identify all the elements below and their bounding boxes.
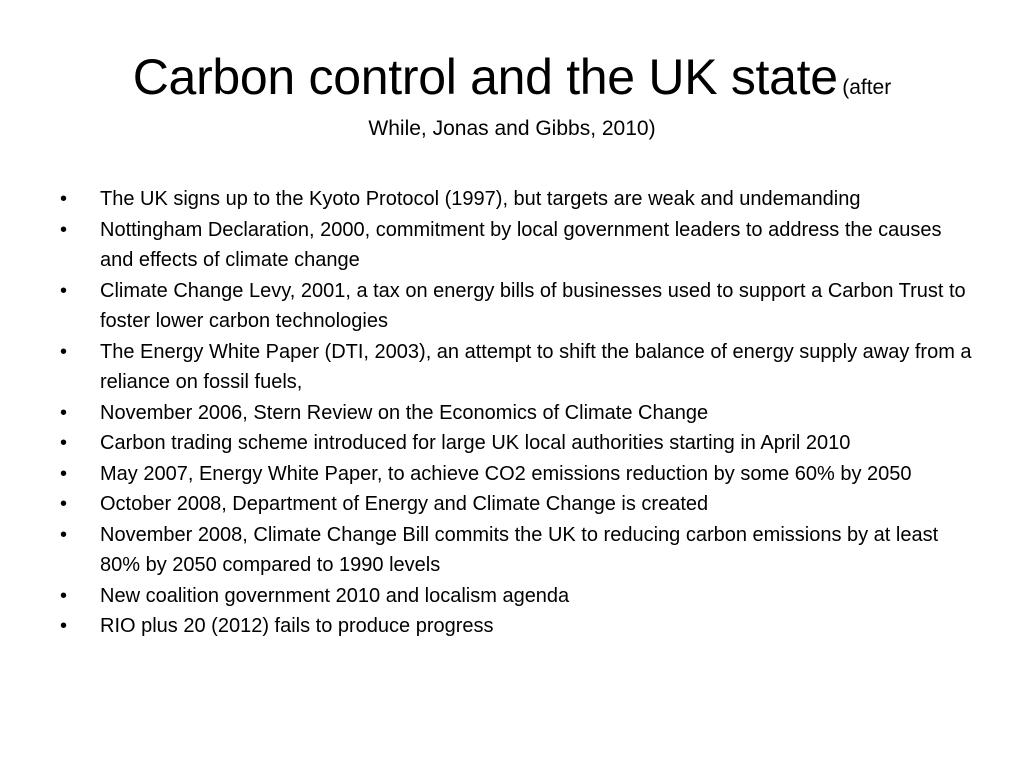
bullet-item bbox=[56, 398, 976, 429]
bullet-text: Climate Change Levy, 2001, a tax on energy bills of businesses used to support a Carbon Trust to foster lower carbon technologies bbox=[100, 279, 966, 332]
bullet-marker: • bbox=[60, 584, 68, 607]
bullet-marker: • bbox=[60, 432, 68, 454]
bullet-item bbox=[56, 428, 976, 459]
bullet-item bbox=[56, 611, 976, 642]
bullet-text: Nottingham Declaration, 2000, commitment by local government leaders to address the causes and effects of climate change bbox=[100, 218, 942, 271]
bullet-item bbox=[56, 276, 976, 337]
bullet-text: November 2008, Climate Change Bill commits the UK to reducing carbon emissions by at least 80% by 2050 compared to 1990 levels bbox=[100, 523, 939, 576]
bullet-item bbox=[56, 581, 976, 612]
bullet-list bbox=[56, 184, 976, 642]
bullet-item bbox=[56, 337, 976, 398]
bullet-text: Carbon trading scheme introduced for large UK local authorities starting in April 2010 bbox=[100, 432, 851, 454]
bullet-marker: • bbox=[60, 401, 68, 424]
bullet-marker: • bbox=[60, 218, 68, 241]
bullet-text: November 2006, Stern Review on the Economics of Climate Change bbox=[100, 401, 709, 424]
bullet-marker: • bbox=[60, 523, 68, 546]
bullet-item bbox=[56, 184, 976, 215]
bullet-item bbox=[56, 459, 976, 490]
bullet-marker: • bbox=[60, 279, 68, 302]
slide-title bbox=[40, 44, 984, 144]
bullet-item bbox=[56, 520, 976, 581]
bullet-text: The Energy White Paper (DTI, 2003), an attempt to shift the balance of energy supply away from a reliance on fossil fuels, bbox=[100, 340, 972, 393]
bullet-text: RIO plus 20 (2012) fails to produce progress bbox=[100, 615, 494, 637]
bullet-marker: • bbox=[60, 340, 68, 363]
bullet-text: New coalition government 2010 and localism agenda bbox=[100, 584, 570, 607]
bullet-text: May 2007, Energy White Paper, to achieve CO2 emissions reduction by some 60% by 2050 bbox=[100, 462, 912, 485]
bullet-item bbox=[56, 215, 976, 276]
bullet-marker: • bbox=[60, 615, 68, 637]
bullet-text: The UK signs up to the Kyoto Protocol (1997), but targets are weak and undemanding bbox=[100, 188, 861, 210]
bullet-item bbox=[56, 489, 976, 520]
title-citation-end: While, Jonas and Gibbs, 2010) bbox=[368, 117, 656, 140]
bullet-marker: • bbox=[60, 493, 68, 515]
title-citation-start: (after bbox=[842, 76, 892, 99]
bullet-marker: • bbox=[60, 188, 68, 210]
bullet-marker: • bbox=[60, 462, 68, 485]
bullet-text: October 2008, Department of Energy and Climate Change is created bbox=[100, 493, 709, 515]
title-main: Carbon control and the UK state bbox=[132, 49, 838, 105]
